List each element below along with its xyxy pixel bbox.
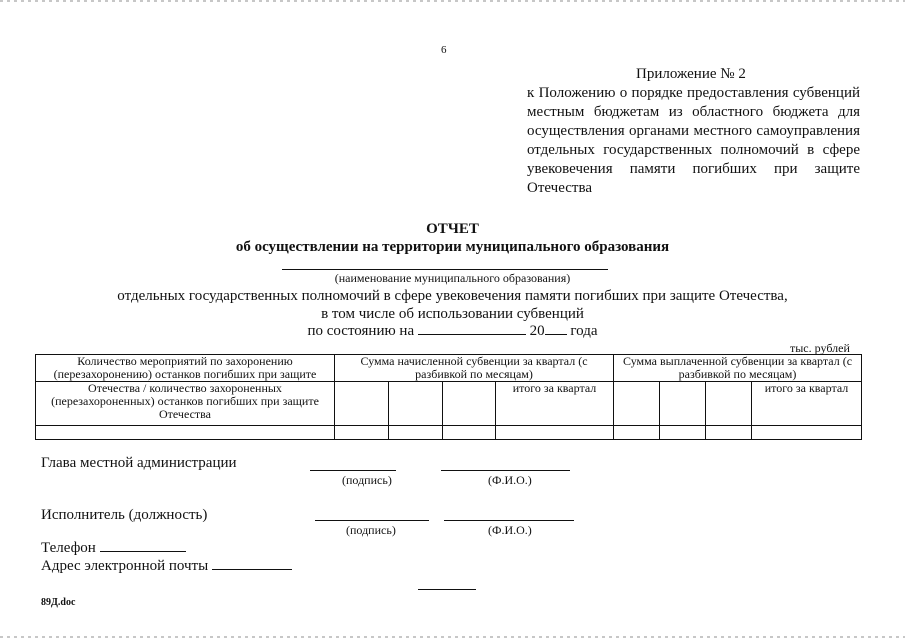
appendix-title: Приложение № 2 — [636, 66, 746, 82]
phone-blank — [100, 551, 186, 552]
executor-name-line — [444, 520, 574, 521]
head-name-line — [441, 470, 570, 471]
report-table — [35, 354, 862, 440]
table-row — [36, 426, 862, 440]
page-number: 6 — [441, 44, 447, 56]
email-row — [41, 558, 292, 575]
scan-artifact-bottom — [0, 636, 905, 638]
executor-label: Исполнитель (должность) — [41, 507, 208, 523]
executor-signature-line — [315, 520, 429, 521]
report-subtitle: об осуществлении на территории муниципального образования — [235, 239, 670, 255]
header-accrued: Сумма начисленной субвенции за квартал (с разбивкой по месяцам) — [335, 355, 614, 382]
scan-artifact-top — [0, 0, 905, 2]
executor-signature-caption: (подпись) — [346, 523, 396, 537]
paid-month-2 — [660, 382, 706, 426]
report-title: ОТЧЕТ — [426, 221, 479, 237]
accrued-month-2 — [389, 382, 443, 426]
year-suffix: года — [570, 323, 598, 339]
municipality-caption: (наименование муниципального образования) — [334, 271, 571, 285]
head-signature-line — [310, 470, 396, 471]
phone-row — [41, 540, 186, 557]
header-col-events-top: Количество мероприятий по захоронению (перезахоронению) останков погибших при защите — [53, 354, 317, 381]
as-of-line — [0, 323, 905, 340]
head-label: Глава местной администрации — [41, 455, 237, 471]
accrued-month-3 — [443, 382, 496, 426]
paid-month-1 — [614, 382, 660, 426]
executor-name-caption: (Ф.И.О.) — [488, 523, 532, 537]
paid-quarter-total: итого за квартал — [752, 382, 862, 426]
powers-line: отдельных государственных полномочий в сфере увековечения памяти погибших при защите Отечества, — [117, 288, 788, 304]
head-name-caption: (Ф.И.О.) — [488, 473, 532, 487]
year-blank — [545, 334, 567, 335]
email-blank — [212, 569, 292, 570]
appendix-body: к Положению о порядке предоставления субвенций местным бюджетам из областного бюджета для осуществления органами местного самоуправления отдельных государственных полномочий в сфере увековечения памяти погибших при защите Отечества — [527, 85, 860, 196]
municipality-blank-line — [282, 269, 608, 270]
as-of-prefix: по состоянию на — [307, 323, 415, 339]
footnote-rule — [418, 589, 476, 590]
accrued-quarter-total: итого за квартал — [496, 382, 614, 426]
head-signature-caption: (подпись) — [342, 473, 392, 487]
footer-filename: 89Д.doc — [41, 597, 76, 608]
phone-label: Телефон — [41, 540, 96, 556]
date-blank — [418, 334, 526, 335]
year-prefix: 20 — [529, 323, 545, 339]
paid-month-3 — [706, 382, 752, 426]
units-label: тыс. рублей — [790, 341, 850, 355]
header-col-events — [36, 355, 335, 426]
including-line: в том числе об использовании субвенций — [321, 306, 584, 322]
accrued-month-1 — [335, 382, 389, 426]
email-label: Адрес электронной почты — [41, 558, 209, 574]
header-paid: Сумма выплаченной субвенции за квартал (с разбивкой по месяцам) — [614, 355, 862, 382]
header-col-events-bottom: Отечества / количество захороненных (перезахороненных) останков погибших при защите Отечества — [36, 381, 334, 421]
